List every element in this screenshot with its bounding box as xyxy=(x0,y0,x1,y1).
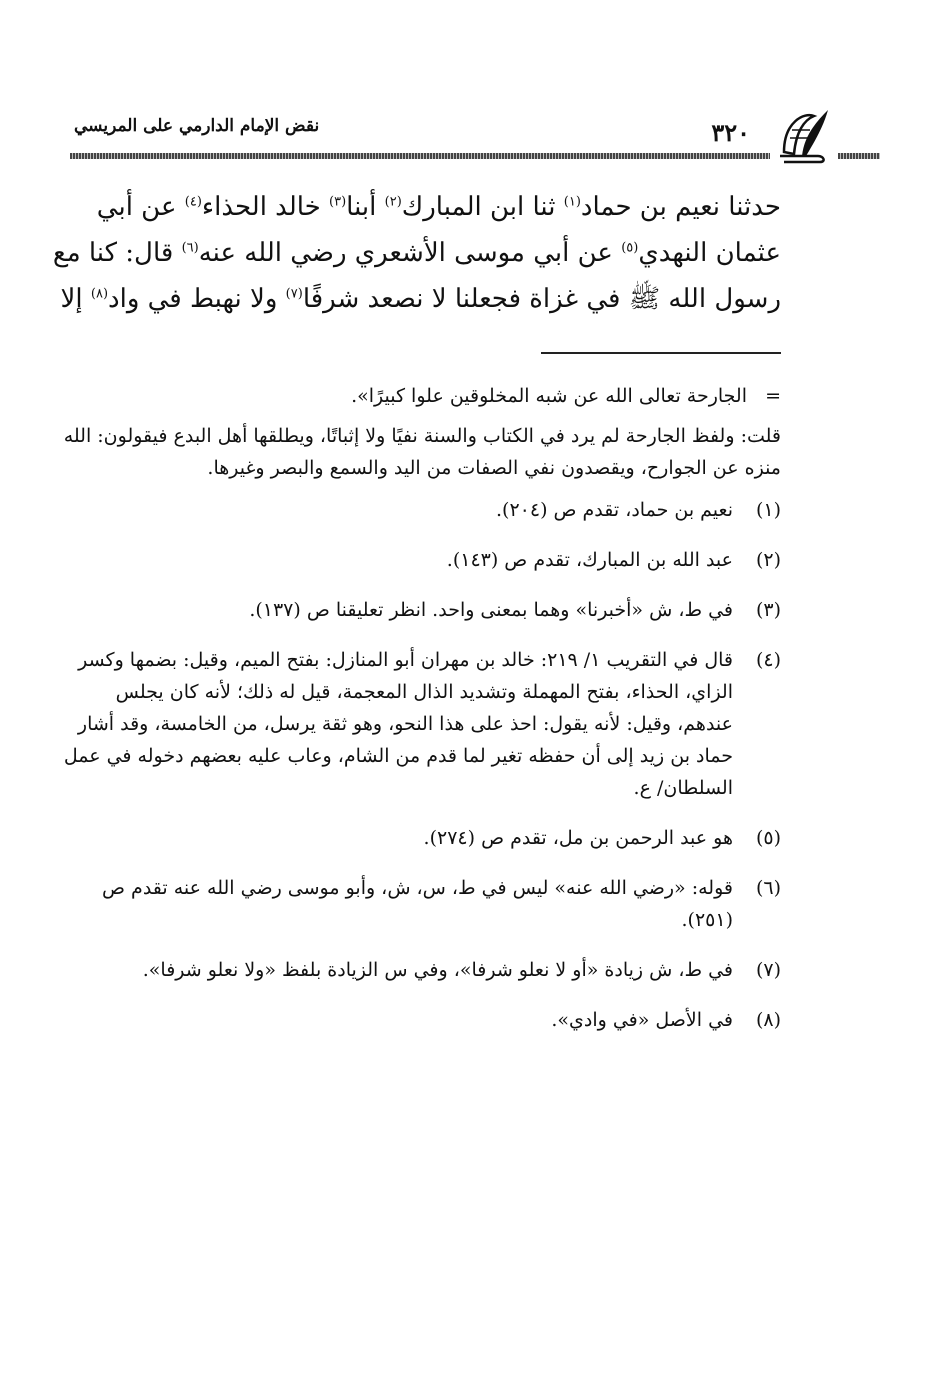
page-header xyxy=(70,96,880,168)
footnote-ref: (٧) xyxy=(285,286,303,302)
footnote-ref: (٢) xyxy=(384,194,402,210)
footnote-text: عبد الله بن المبارك، تقدم ص (١٤٣). xyxy=(446,549,733,571)
text-run: ثنا ابن المبارك xyxy=(401,192,564,222)
header-rule-ornament xyxy=(838,153,880,159)
footnote-item xyxy=(61,594,781,626)
main-text xyxy=(52,184,781,322)
main-line-1 xyxy=(61,184,781,230)
footnote-item xyxy=(61,822,781,854)
main-line-3 xyxy=(61,276,781,322)
footnote-number: (٤) xyxy=(755,649,781,671)
text-run: حدثنا نعيم بن حماد xyxy=(580,192,781,222)
footnote-item xyxy=(61,644,781,804)
continuation-text: الجارحة تعالى الله عن شبه المخلوقين علوا كبيرًا». xyxy=(351,385,747,407)
text-run: عثمان النهدي xyxy=(638,238,781,268)
footnote-number: (١) xyxy=(755,499,781,521)
footnote-text: في الأصل «في وادي». xyxy=(551,1009,733,1031)
continuation-marker: = xyxy=(765,385,781,407)
footnote-item xyxy=(61,494,781,526)
text-run: أبنا xyxy=(346,192,385,222)
commentary-paragraph: قلت: ولفظ الجارحة لم يرد في الكتاب والسنة نفيًا ولا إثباتًا، ويطلقها أهل البدع فيقولون: الله منزه عن الجوارح، ويقصدون نفي الصفات من اليد والسمع والبصر وغيرها. xyxy=(63,425,781,479)
footnote-item xyxy=(61,1004,781,1036)
main-line-2 xyxy=(52,230,781,276)
footnote-text: نعيم بن حماد، تقدم ص (٢٠٤). xyxy=(496,499,733,521)
footnote-ref: (٣) xyxy=(329,194,347,210)
footnote-ref: (١) xyxy=(563,194,581,210)
footnote-number: (٦) xyxy=(755,877,781,899)
page-number: ٣٢٠ xyxy=(711,118,750,147)
footnote-number: (٥) xyxy=(755,827,781,849)
running-title: نقض الإمام الدارمي على المريسي xyxy=(74,116,320,136)
footnote-text: هو عبد الرحمن بن مل، تقدم ص (٢٧٤). xyxy=(423,827,733,849)
text-run: عن أبي xyxy=(96,192,185,222)
text-run: رسول الله ﷺ في غزاة فجعلنا لا نصعد شرفًا xyxy=(302,284,781,314)
text-run: قال: كنا مع xyxy=(52,238,182,268)
footnote-text: قال في التقريب ١/ ٢١٩: خالد بن مهران أبو المنازل: بفتح الميم، وقيل: بضمها وكسر الزاي، الحذاء، بفتح المهملة وتشديد الذال المعجمة، قيل له ذلك؛ لأنه كان يجلس عندهم، وقيل: لأنه يقول: احذ على هذا النحو، وهو ثقة يرسل، من الخامسة، وقد أشار حماد بن زيد إلى أن حفظه تغير لما قدم من الشام، وعاب عليه بعضهم دخوله في عمل السلطان/ ع. xyxy=(63,649,733,799)
header-rule xyxy=(70,153,770,159)
text-run: ولا نهبط في واد xyxy=(108,284,286,314)
footnote-ref: (٦) xyxy=(181,240,199,256)
footnote-separator xyxy=(541,352,781,354)
footnote-ref: (٥) xyxy=(621,240,639,256)
footnote-ref: (٤) xyxy=(184,194,202,210)
footnote-number: (٧) xyxy=(755,959,781,981)
footnote-text: في ط، ش «أخبرنا» وهما بمعنى واحد. انظر تعليقنا ص (١٣٧). xyxy=(249,599,733,621)
text-run: عن أبي موسى الأشعري رضي الله عنه xyxy=(198,238,622,268)
footnote-continuation xyxy=(61,380,781,412)
text-run: إلا xyxy=(60,284,91,314)
footnotes-section xyxy=(61,380,781,1054)
text-run: خالد الحذاء xyxy=(201,192,330,222)
footnote-item xyxy=(61,872,781,936)
footnote-text: قوله: «رضي الله عنه» ليس في ط، س، ش، وأبو موسى رضي الله عنه تقدم ص (٢٥١). xyxy=(102,877,733,931)
quill-scroll-icon xyxy=(774,102,836,164)
footnote-item xyxy=(61,544,781,576)
footnote-ref: (٨) xyxy=(90,286,109,302)
footnote-number: (٢) xyxy=(755,549,781,571)
footnote-item xyxy=(61,954,781,986)
footnote-number: (٨) xyxy=(755,1009,781,1031)
footnote-text: في ط، ش زيادة «أو لا نعلو شرفا»، وفي س الزيادة بلفظ «ولا نعلو شرفا». xyxy=(142,959,733,981)
footnote-number: (٣) xyxy=(755,599,781,621)
